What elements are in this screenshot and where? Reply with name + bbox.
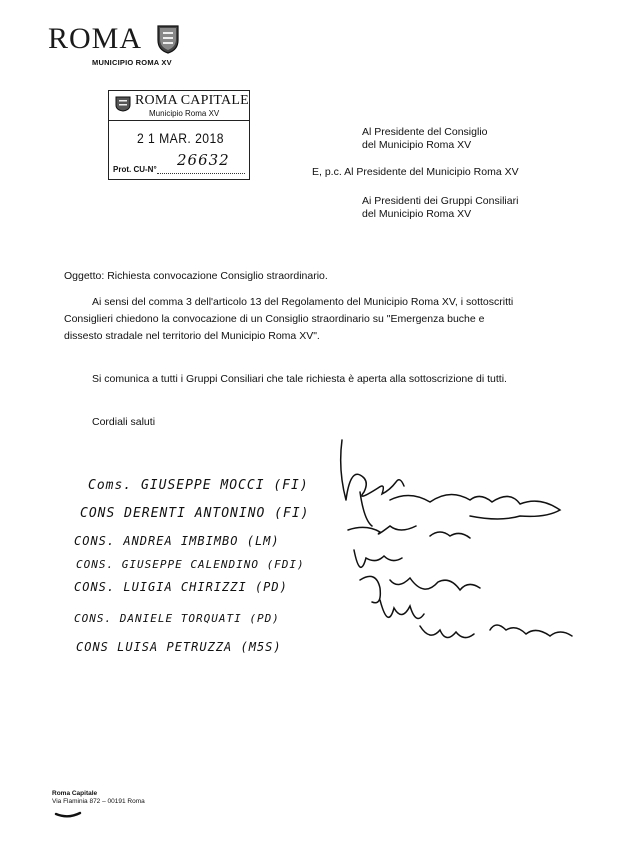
signatory-name: CONS. DANIELE TORQUATI (PD) [74,612,280,625]
signature-chirizzi [360,576,480,602]
protocol-stamp [108,90,250,180]
footer-street: Via Flaminia 872 – 00191 Roma [52,798,145,805]
recipient-line: del Municipio Roma XV [362,208,472,220]
footer-address [52,790,145,806]
roma-logo-text: ROMA [48,22,143,55]
signature-imbimbo [348,526,470,538]
municipio-label: MUNICIPIO ROMA XV [92,58,172,67]
recipient-president-council [362,126,488,152]
signatory-name: CONS. GIUSEPPE CALENDINO (FDI) [76,558,305,571]
stamp-date: 2 1 MAR. 2018 [137,131,224,146]
paragraph-2: Si comunica a tutti i Gruppi Consiliari che tale richiesta è aperta alla sottoscrizione di tutti. [92,373,507,385]
signature-derenti [360,492,560,526]
closing-salutation: Cordiali saluti [92,416,156,428]
stamp-protocol-number: 26632 [177,151,230,169]
signature-calendino [354,550,402,567]
subject-line: Oggetto: Richiesta convocazione Consiglio straordinario. [64,270,328,282]
stamp-title: ROMA CAPITALE [135,93,249,108]
footer-org: Roma Capitale [52,790,98,797]
stamp-protocol-label: Prot. CU-N° [113,165,157,174]
stamp-header [109,91,249,121]
paragraph-line: dissesto stradale nel territorio del Municipio Roma XV". [64,330,320,342]
recipient-group-presidents [362,195,518,221]
signatory-name: CONS. LUIGIA CHIRIZZI (PD) [74,580,288,594]
stamp-dotted-line [157,173,245,174]
recipient-line: del Municipio Roma XV [362,139,472,151]
paragraph-line: Ai sensi del comma 3 dell'articolo 13 del Regolamento del Municipio Roma XV, i sottoscritti [92,296,514,308]
signatory-name: CONS. ANDREA IMBIMBO (LM) [74,534,280,548]
stamp-subtitle: Municipio Roma XV [149,109,220,118]
signatory-name: Coms. GIUSEPPE MOCCI (FI) [88,478,309,493]
roma-shield-icon [156,24,180,54]
signature-mocci [341,440,404,500]
recipient-line: Ai Presidenti dei Gruppi Consiliari [362,195,519,207]
paragraph-line: Consiglieri chiedono la convocazione di un Consiglio straordinario su "Emergenza buche e [64,313,485,325]
signature-torquati [380,600,424,619]
signatory-name: CONS LUISA PETRUZZA (M5S) [76,640,282,654]
recipient-cc-president: E, p.c. Al Presidente del Municipio Roma XV [312,166,519,178]
stamp-emblem-icon [115,96,131,112]
handwritten-signatures [320,430,580,670]
signatory-name: CONS DERENTI ANTONINO (FI) [80,506,310,521]
paragraph-1 [64,294,584,345]
recipient-line: Al Presidente del Consiglio [362,126,488,138]
footer-pen-mark [54,810,84,820]
signature-petruzza [420,625,572,638]
